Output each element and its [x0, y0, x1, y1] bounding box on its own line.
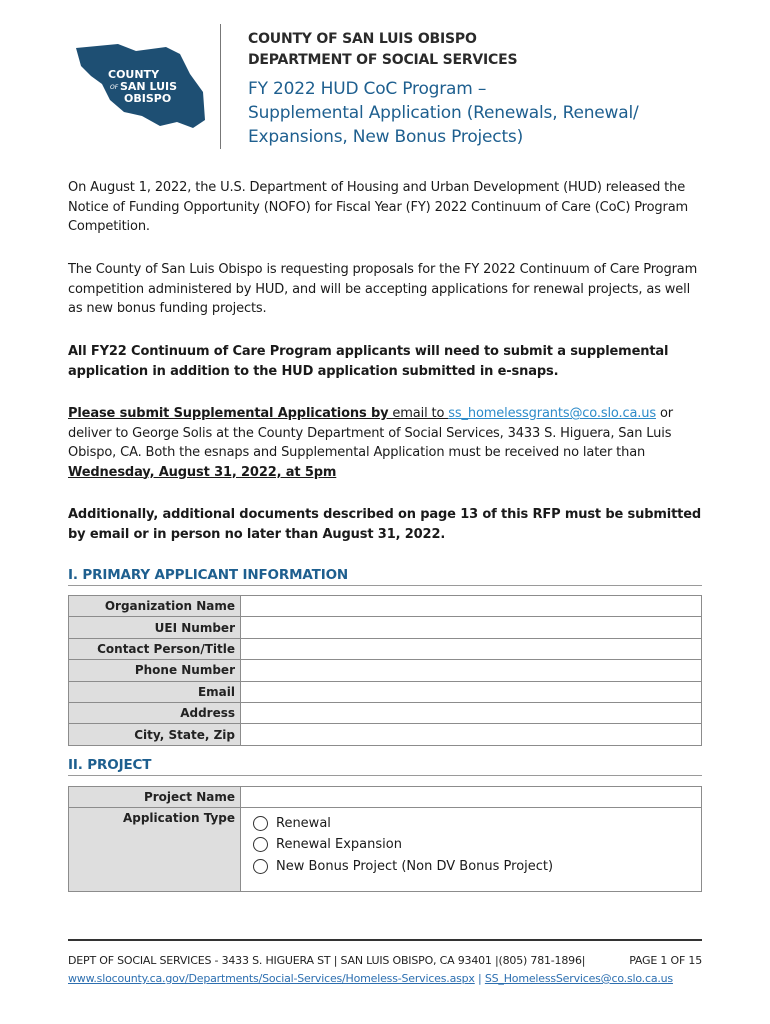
radio-circle-icon[interactable] — [253, 816, 268, 831]
primary-applicant-table — [68, 595, 702, 746]
address-field[interactable] — [241, 702, 702, 723]
field-label-address: Address — [69, 702, 241, 723]
submission-body: or deliver to George Solis at the County Department of Social Services, 3433 S. Higuera, San Luis Obispo, CA. Both the esnaps and Supplemental Application must be received no later than — [68, 406, 673, 460]
table-row — [69, 724, 702, 745]
county-logo — [74, 42, 208, 130]
radio-option-renewal-expansion[interactable] — [253, 834, 689, 856]
contact-person-field[interactable] — [241, 638, 702, 659]
submission-email-link[interactable]: ss_homelessgrants@co.slo.ca.us — [448, 406, 656, 421]
email-field[interactable] — [241, 681, 702, 702]
uei-number-field[interactable] — [241, 617, 702, 638]
radio-circle-icon[interactable] — [253, 859, 268, 874]
page-number: PAGE 1 OF 15 — [629, 954, 702, 967]
field-label-email: Email — [69, 681, 241, 702]
footer-separator: | — [474, 972, 485, 985]
field-label-contact-person: Contact Person/Title — [69, 638, 241, 659]
table-row — [69, 596, 702, 617]
footer-email-link[interactable]: SS_HomelessServices@co.slo.ca.us — [484, 972, 673, 985]
radio-circle-icon[interactable] — [253, 837, 268, 852]
project-name-field[interactable] — [241, 787, 702, 808]
intro-paragraph-requirement: All FY22 Continuum of Care Program applicants will need to submit a supplemental application in addition to the HUD application submitted in e-snaps. — [68, 344, 669, 379]
field-label-project-name: Project Name — [69, 787, 241, 808]
radio-label: Renewal Expansion — [276, 837, 402, 853]
table-row — [69, 617, 702, 638]
table-row — [69, 787, 702, 808]
intro-paragraph-proposals: The County of San Luis Obispo is requesting proposals for the FY 2022 Continuum of Care Program competition administered by HUD, and will be accepting applications for renewal projects, as well as new bonus funding projects. — [68, 262, 698, 316]
field-label-city-state-zip: City, State, Zip — [69, 724, 241, 745]
additional-documents-note: Additionally, additional documents described on page 13 of this RFP must be submitted by email or in person no later than August 31, 2022. — [68, 507, 702, 542]
table-row — [69, 660, 702, 681]
section-project-title: II. PROJECT — [68, 757, 702, 776]
submission-email-prefix: email to — [388, 406, 449, 421]
footer — [68, 952, 702, 988]
submission-instructions — [68, 404, 708, 482]
submission-deadline: Wednesday, August 31, 2022, at 5pm — [68, 464, 337, 480]
table-row — [69, 638, 702, 659]
county-map-logo-icon — [74, 42, 208, 130]
logo-word-san-luis: SAN LUIS — [120, 80, 178, 93]
logo-word-of: OF — [110, 84, 119, 91]
intro-paragraph-nofo: On August 1, 2022, the U.S. Department of Housing and Urban Development (HUD) released the Notice of Funding Opportunity (NOFO) for Fiscal Year (FY) 2022 Continuum of Care (CoC) Program Competition. — [68, 180, 689, 234]
radio-option-new-bonus-project[interactable] — [253, 855, 689, 877]
header-divider — [220, 24, 221, 149]
table-row — [69, 702, 702, 723]
field-label-application-type: Application Type — [69, 808, 241, 892]
submission-lead: Please submit Supplemental Applications by — [68, 406, 389, 421]
city-state-zip-field[interactable] — [241, 724, 702, 745]
section-primary-applicant-title: I. PRIMARY APPLICANT INFORMATION — [68, 567, 702, 586]
title-line-2: Supplemental Application (Renewals, Renewal/ — [248, 103, 639, 123]
footer-website-link[interactable]: www.slocounty.ca.gov/Departments/Social-Services/Homeless-Services.aspx — [68, 972, 475, 985]
title-line-1: FY 2022 HUD CoC Program – — [248, 79, 487, 99]
logo-word-obispo: OBISPO — [124, 92, 172, 105]
county-name: COUNTY OF SAN LUIS OBISPO — [248, 31, 477, 47]
title-line-3: Expansions, New Bonus Projects) — [248, 127, 524, 147]
application-type-options — [241, 808, 702, 892]
field-label-uei-number: UEI Number — [69, 617, 241, 638]
phone-number-field[interactable] — [241, 660, 702, 681]
field-label-organization-name: Organization Name — [69, 596, 241, 617]
document-title — [248, 77, 718, 149]
table-row — [69, 808, 702, 892]
project-table — [68, 786, 702, 892]
footer-address: DEPT OF SOCIAL SERVICES - 3433 S. HIGUERA ST | SAN LUIS OBISPO, CA 93401 |(805) 781-1896| — [68, 954, 586, 967]
organization-name-field[interactable] — [241, 596, 702, 617]
radio-label: Renewal — [276, 815, 331, 831]
department-name: DEPARTMENT OF SOCIAL SERVICES — [248, 52, 518, 68]
table-row — [69, 681, 702, 702]
radio-label: New Bonus Project (Non DV Bonus Project) — [276, 858, 554, 874]
footer-divider — [68, 939, 702, 941]
field-label-phone-number: Phone Number — [69, 660, 241, 681]
radio-option-renewal[interactable] — [253, 812, 689, 834]
logo-word-county: COUNTY — [108, 68, 160, 81]
header — [248, 29, 718, 149]
